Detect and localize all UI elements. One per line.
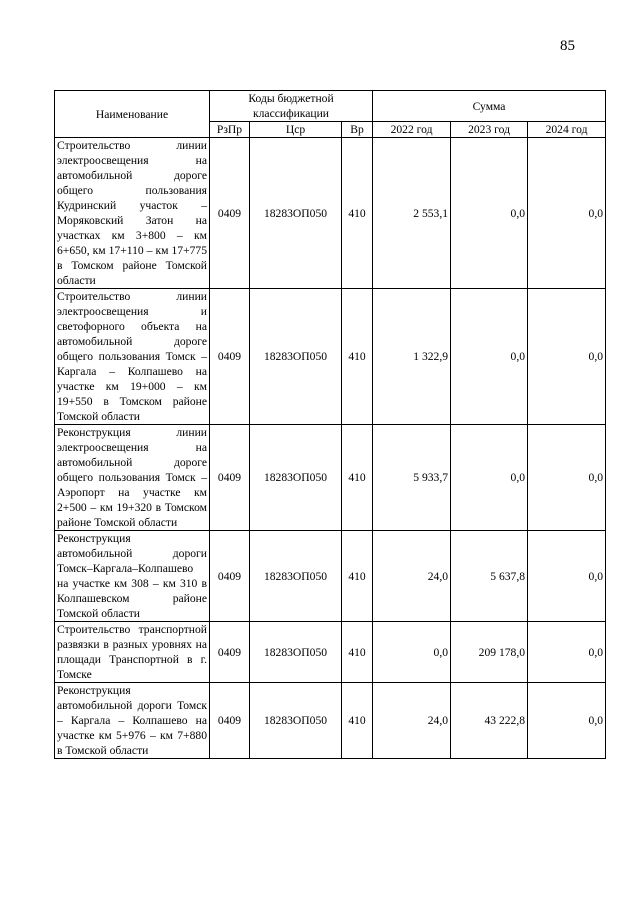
row-sum-2022: 5 933,7 [373,425,451,531]
table-row [55,289,606,425]
row-name: Строительство линии электроосвещения на автомобильной дороге общего пользования Кудринский участок – Моряковский Затон на участках км 3+800 – км 6+650, км 17+110 – км 17+775 в Томском районе Томской области [55,138,210,289]
row-csr: 18283ОП050 [250,138,342,289]
row-csr: 18283ОП050 [250,425,342,531]
row-sum-2023: 5 637,8 [451,531,528,622]
row-sum-2024: 0,0 [528,683,606,759]
row-sum-2022: 24,0 [373,531,451,622]
row-sum-2022: 1 322,9 [373,289,451,425]
row-name: Реконструкция линии электроосвещения на автомобильной дороге общего пользования Томск – Аэропорт на участке км 2+500 – км 19+320 в Томском районе Томской области [55,425,210,531]
row-sum-2023: 0,0 [451,289,528,425]
row-name: Строительство линии электроосвещения и светофорного объекта на автомобильной дороге общего пользования Томск – Каргала – Колпашево на участке км 19+000 – км 19+550 в Томском районе Томской области [55,289,210,425]
table-row [55,138,606,289]
row-rzpr: 0409 [210,622,250,683]
header-csr: Цср [250,122,342,138]
row-vr: 410 [342,138,373,289]
header-name: Наименование [55,91,210,138]
row-sum-2024: 0,0 [528,531,606,622]
row-csr: 18283ОП050 [250,622,342,683]
row-sum-2024: 0,0 [528,289,606,425]
row-vr: 410 [342,289,373,425]
header-sum: Сумма [373,91,606,122]
row-vr: 410 [342,425,373,531]
row-sum-2022: 24,0 [373,683,451,759]
row-sum-2023: 43 222,8 [451,683,528,759]
header-rzpr: РзПр [210,122,250,138]
row-rzpr: 0409 [210,683,250,759]
row-csr: 18283ОП050 [250,683,342,759]
row-sum-2024: 0,0 [528,622,606,683]
table-row [55,622,606,683]
row-sum-2024: 0,0 [528,425,606,531]
table-row [55,531,606,622]
row-rzpr: 0409 [210,138,250,289]
row-sum-2023: 209 178,0 [451,622,528,683]
row-rzpr: 0409 [210,289,250,425]
header-vr: Вр [342,122,373,138]
row-sum-2022: 2 553,1 [373,138,451,289]
budget-table [54,90,606,759]
header-2023: 2023 год [451,122,528,138]
row-sum-2022: 0,0 [373,622,451,683]
row-csr: 18283ОП050 [250,289,342,425]
row-vr: 410 [342,622,373,683]
row-rzpr: 0409 [210,531,250,622]
row-sum-2023: 0,0 [451,138,528,289]
row-vr: 410 [342,531,373,622]
header-2022: 2022 год [373,122,451,138]
header-2024: 2024 год [528,122,606,138]
row-rzpr: 0409 [210,425,250,531]
row-sum-2023: 0,0 [451,425,528,531]
page-number: 85 [560,38,575,54]
row-sum-2024: 0,0 [528,138,606,289]
table-row [55,683,606,759]
row-vr: 410 [342,683,373,759]
header-codes: Коды бюджетной классификации [210,91,373,122]
row-name: Строительство транспортной развязки в разных уровнях на площади Транспортной в г. Томске [55,622,210,683]
row-csr: 18283ОП050 [250,531,342,622]
row-name: Реконструкция автомобильной дороги Томск–Каргала–Колпашево на участке км 308 – км 310 в Колпашевском районе Томской области [55,531,210,622]
table-row [55,425,606,531]
row-name: Реконструкция автомобильной дороги Томск – Каргала – Колпашево на участке км 5+976 – км 7+880 в Томской области [55,683,210,759]
